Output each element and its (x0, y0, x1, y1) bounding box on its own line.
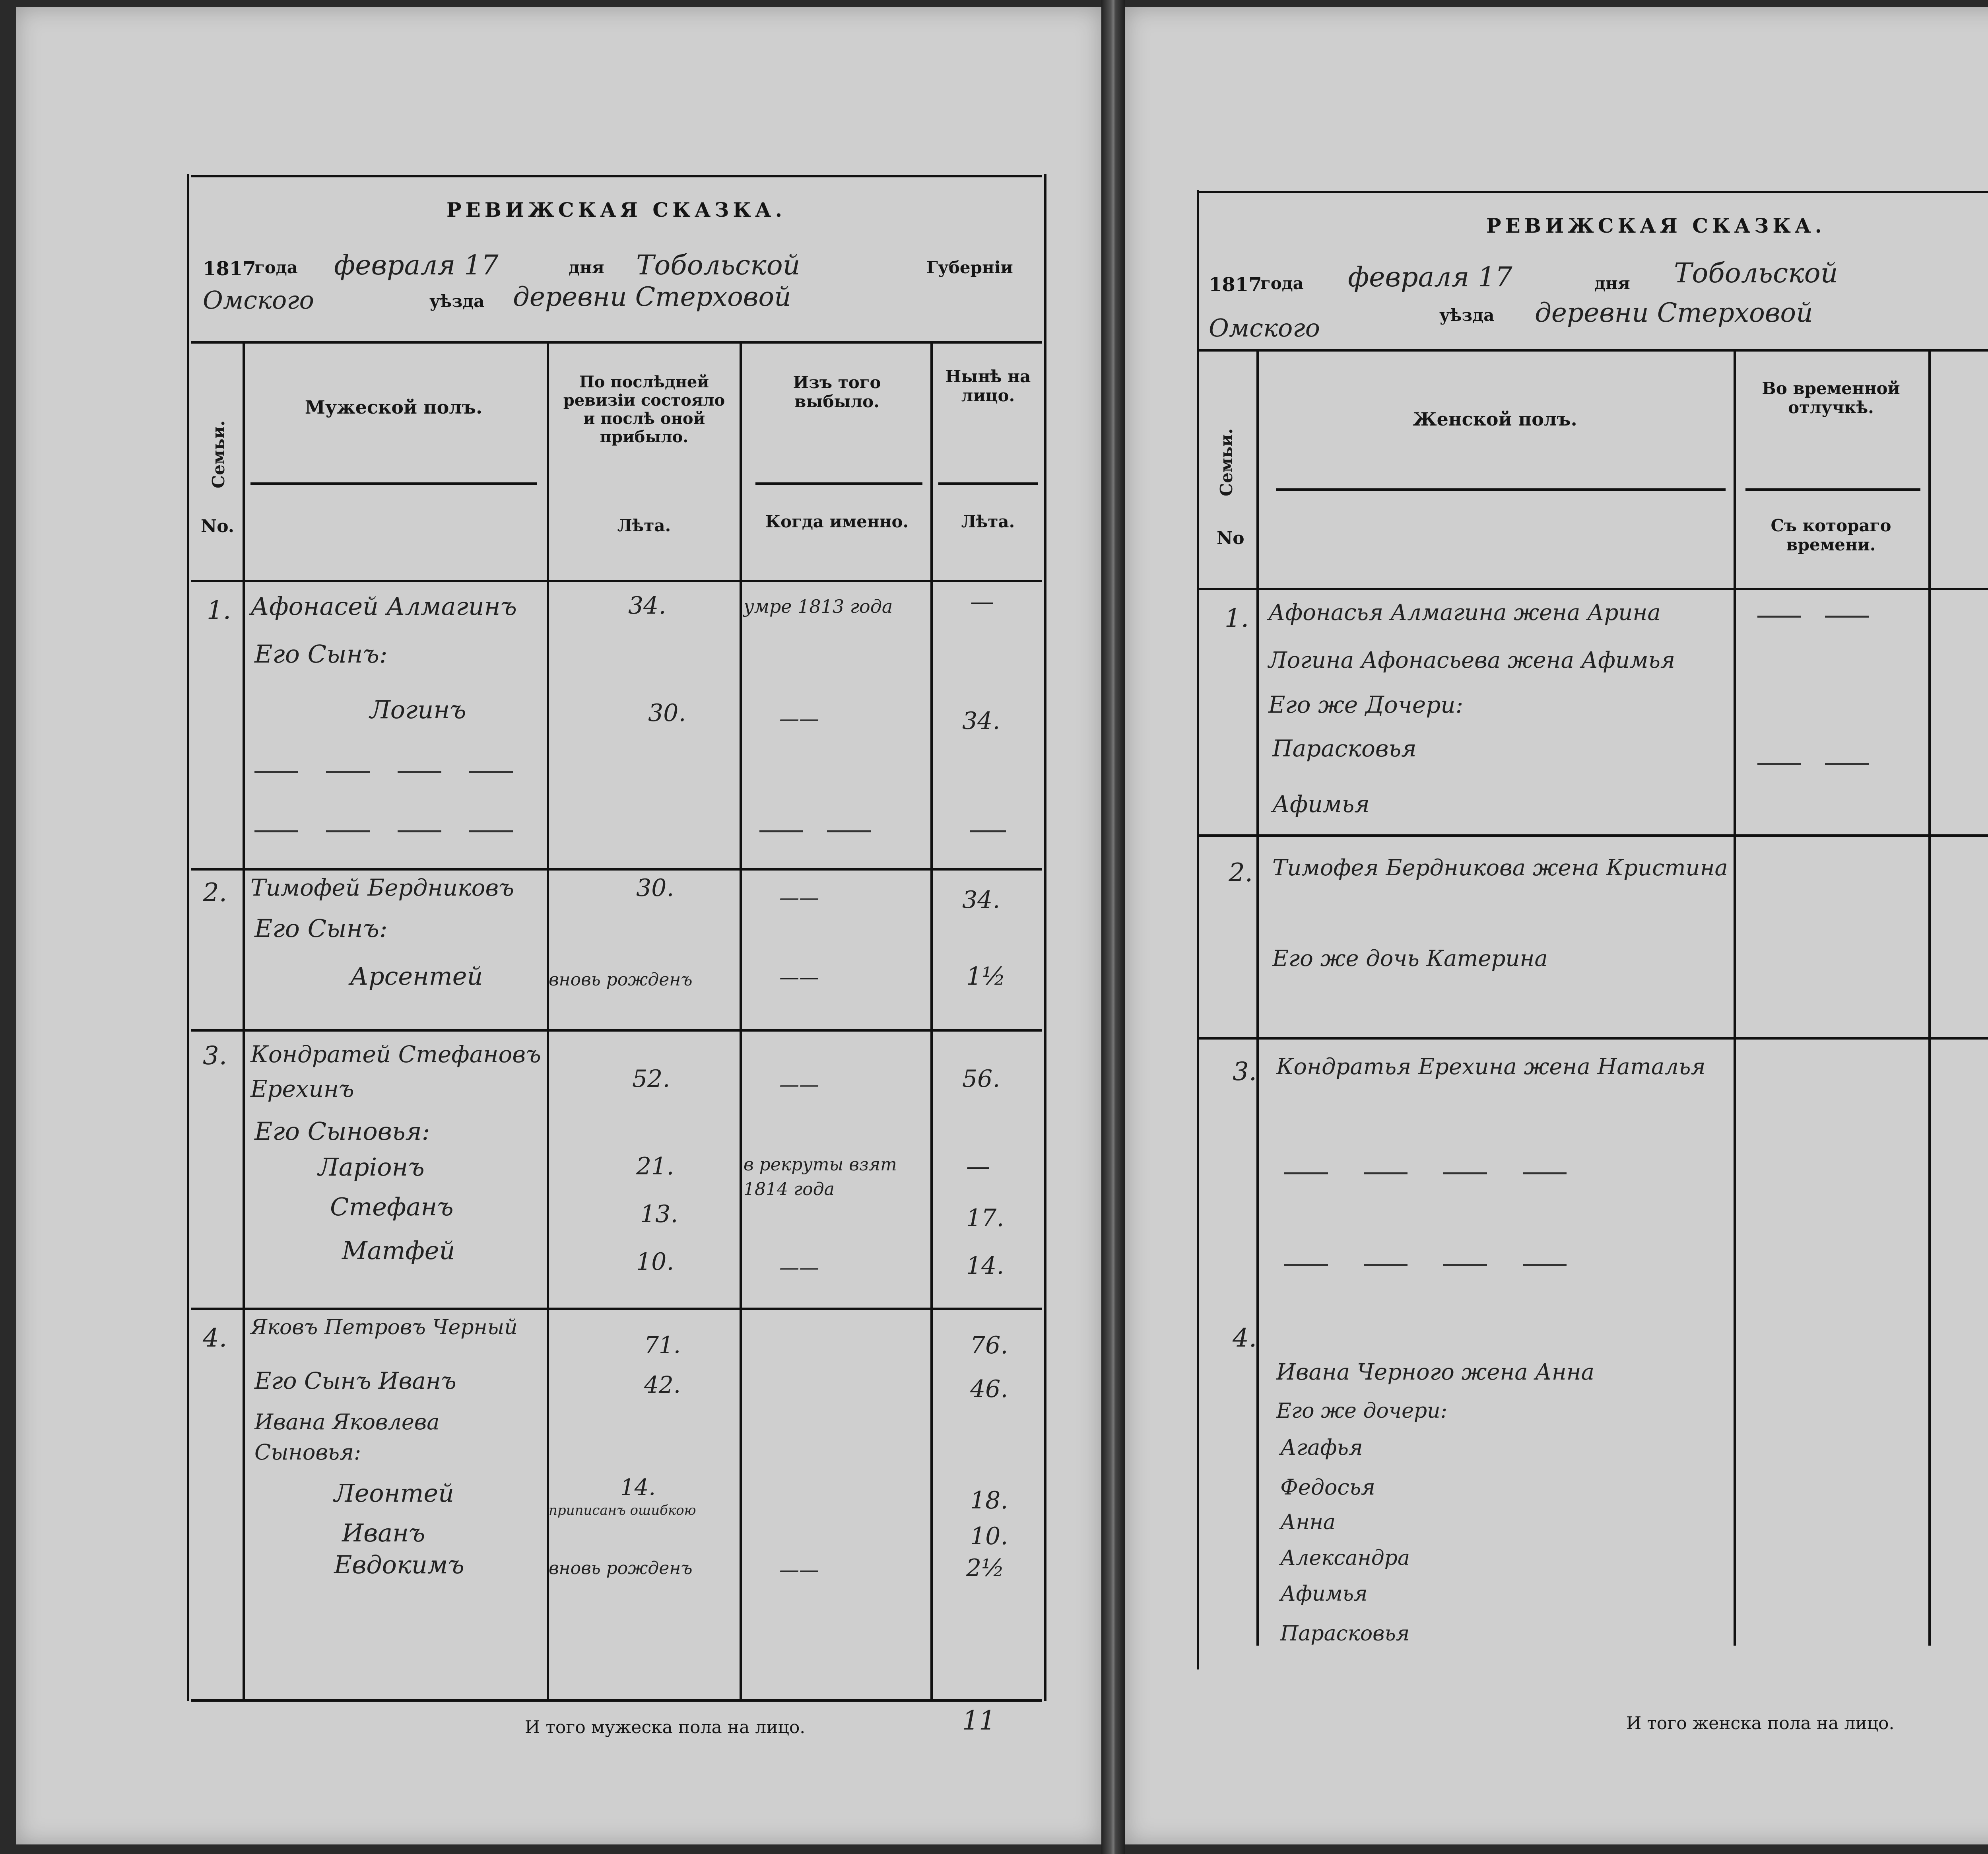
left-row-16-now: 10. (970, 1522, 1008, 1550)
left-row-9-now: — (966, 1152, 990, 1180)
left-row-6-now: 1½ (966, 962, 1006, 991)
right-village-hand: деревни Стерховой (1535, 297, 1813, 328)
right-row-7-name: Его же дочь Катерина (1272, 946, 1548, 972)
left-row-7-when: —— (779, 1073, 819, 1096)
left-row-1-prev: 34. (628, 592, 666, 620)
left-row-13-prev: 42. (644, 1371, 681, 1398)
left-row-17-prev: вновь рожденъ (549, 1558, 693, 1578)
right-header-absence: Во временной отлучкѣ. (1762, 379, 1900, 418)
left-row-12-prev: 71. (644, 1331, 681, 1358)
left-header-semi: Семьи. (209, 420, 228, 488)
left-row-17-now: 2½ (966, 1554, 1005, 1582)
left-word-dnya: дня (569, 258, 604, 277)
left-row-15-now: 18. (970, 1487, 1008, 1514)
left-row-15-prev: 14. (620, 1475, 656, 1500)
right-title: РЕВИЖСКАЯ СКАЗКА. (1486, 214, 1826, 237)
left-header-left-from: Изъ того выбыло. (793, 373, 881, 412)
left-row-12-now: 76. (970, 1331, 1008, 1359)
right-row-6-no: 2. (1229, 858, 1253, 888)
left-uezd-hand: Омского (203, 286, 314, 315)
right-gubernia-hand: Тобольской (1674, 258, 1838, 289)
left-row-4-when: —— (779, 886, 819, 909)
right-row-11-name: Агафья (1280, 1435, 1363, 1460)
left-header-when: Когда именно. (765, 512, 909, 531)
right-total-label: И того женска пола на лицо. (1626, 1713, 1895, 1734)
left-row-10-now: 17. (966, 1204, 1004, 1232)
left-row-13-name: Его Сынъ Иванъ (254, 1367, 456, 1394)
book-spine (1101, 0, 1125, 1854)
left-row-16-prev: приписанъ ошибкою (549, 1502, 696, 1518)
left-row-17-name: Евдокимъ (334, 1550, 464, 1579)
left-row-3-now: 34. (962, 707, 1000, 735)
right-row-10-name: Его же дочери: (1276, 1399, 1448, 1423)
left-row-3-prev: 30. (648, 699, 686, 727)
left-row-4-prev: 30. (636, 874, 674, 902)
left-row-3-name: Логинъ (370, 695, 466, 724)
right-row-15-name: Афимья (1280, 1582, 1368, 1606)
right-row-9-no: 4. (1233, 1323, 1257, 1353)
left-row-5-name: Его Сынъ: (254, 914, 388, 943)
left-row-8-name: Его Сыновья: (254, 1117, 430, 1146)
left-row-12-no: 4. (203, 1323, 227, 1353)
right-row-13-name: Анна (1280, 1510, 1336, 1534)
left-row-10-prev: 13. (640, 1200, 678, 1228)
left-row-1-now: — (970, 588, 994, 616)
left-row-4-now: 34. (962, 886, 1000, 914)
left-row-6-when: —— (779, 966, 819, 989)
right-row-2-name: Логина Афонасьева жена Афимья (1268, 647, 1675, 673)
left-header-years2: Лѣта. (961, 512, 1015, 531)
left-row-6-name: Арсентей (350, 962, 483, 991)
left-row-11-prev: 10. (636, 1248, 674, 1276)
left-gubernia-hand: Тобольской (636, 250, 800, 281)
right-row-16-name: Парасковья (1280, 1622, 1410, 1646)
left-year: 1817 (203, 258, 256, 280)
left-row-13-now: 46. (970, 1375, 1008, 1403)
left-row-11-name: Матфей (342, 1236, 455, 1265)
left-row-15-name: Леонтей (334, 1479, 454, 1508)
right-date-hand: февраля 17 (1348, 262, 1512, 293)
right-row-6-name: Тимофея Бердникова жена Кристина (1272, 855, 1728, 881)
right-word-goda: года (1260, 274, 1304, 293)
left-village-hand: деревни Стерховой (513, 282, 791, 312)
left-row-2-name: Его Сынъ: (254, 639, 388, 669)
left-row-6-prev: вновь рожденъ (549, 970, 693, 990)
right-word-uezda: уѣзда (1439, 305, 1495, 325)
left-row-11-when: —— (779, 1256, 819, 1279)
left-row-7-prev: 52. (632, 1065, 670, 1093)
left-header-present: Нынѣ на лицо. (945, 367, 1031, 406)
left-row-9-prev: 21. (636, 1152, 674, 1180)
right-row-9-name: Ивана Черного жена Анна (1276, 1359, 1595, 1385)
right-row-4-name: Парасковья (1272, 735, 1417, 762)
left-title: РЕВИЖСКАЯ СКАЗКА. (447, 198, 786, 222)
right-row-14-name: Александра (1280, 1546, 1410, 1570)
right-row-1-name: Афонасья Алмагина жена Арина (1268, 600, 1661, 626)
right-header-semi: Семьи. (1217, 428, 1236, 496)
left-header-last-revision: По послѣдней ревизіи состояло и послѣ оной прибыло. (563, 373, 725, 446)
left-row-9-when: в рекруты взят 1814 года (744, 1154, 897, 1199)
left-word-gubernii: Губерніи (926, 258, 1013, 277)
left-row-1-when: умре 1813 года (744, 596, 893, 617)
left-header-sex: Мужеской полъ. (305, 396, 483, 418)
left-row-1-no: 1. (207, 596, 231, 625)
right-header-no: No (1217, 528, 1244, 548)
left-row-7-no: 3. (203, 1041, 227, 1071)
left-word-uezda: уѣзда (429, 292, 485, 311)
left-total-label: И того мужеска пола на лицо. (525, 1717, 806, 1737)
left-row-11-now: 14. (966, 1252, 1004, 1280)
left-date-hand: февраля 17 (334, 250, 499, 281)
left-row-1-name: Афонасей Алмагинъ (250, 592, 517, 621)
left-row-4-name: Тимофей Бердниковъ (250, 874, 514, 901)
left-row-10-name: Стефанъ (330, 1192, 454, 1221)
right-row-3-name: Его же Дочери: (1268, 691, 1464, 718)
right-year: 1817 (1209, 274, 1262, 296)
right-header-sex: Женской полъ. (1413, 408, 1577, 430)
left-row-16-name: Иванъ (342, 1518, 425, 1547)
left-row-9-name: Ларіонъ (318, 1152, 425, 1182)
left-page (16, 7, 1101, 1844)
right-row-5-name: Афимья (1272, 791, 1370, 818)
right-row-8-no: 3. (1233, 1057, 1257, 1086)
left-total-value: 11 (962, 1705, 996, 1736)
left-word-goda: года (254, 258, 298, 277)
left-header-years: Лѣта. (617, 516, 671, 535)
right-page (1125, 7, 1988, 1844)
right-row-12-name: Федосья (1280, 1475, 1375, 1500)
right-header-since: Съ котораго времени. (1771, 516, 1891, 555)
right-row-1-no: 1. (1225, 604, 1249, 633)
left-row-14-name: Ивана Яковлева Сыновья: (254, 1409, 440, 1465)
left-row-17-when: —— (779, 1558, 819, 1581)
left-row-4-no: 2. (203, 878, 227, 908)
left-header-no: No. (201, 516, 235, 536)
left-row-7-name: Кондратей Стефановъ Ерехинъ (250, 1041, 541, 1102)
right-word-dnya: дня (1594, 274, 1630, 293)
right-row-8-name: Кондратья Ерехина жена Наталья (1276, 1054, 1706, 1080)
left-row-3-when: —— (779, 707, 819, 730)
right-uezd-hand: Омского (1209, 313, 1320, 342)
left-row-7-now: 56. (962, 1065, 1000, 1093)
left-row-12-name: Яковъ Петровъ Черный (250, 1316, 518, 1339)
